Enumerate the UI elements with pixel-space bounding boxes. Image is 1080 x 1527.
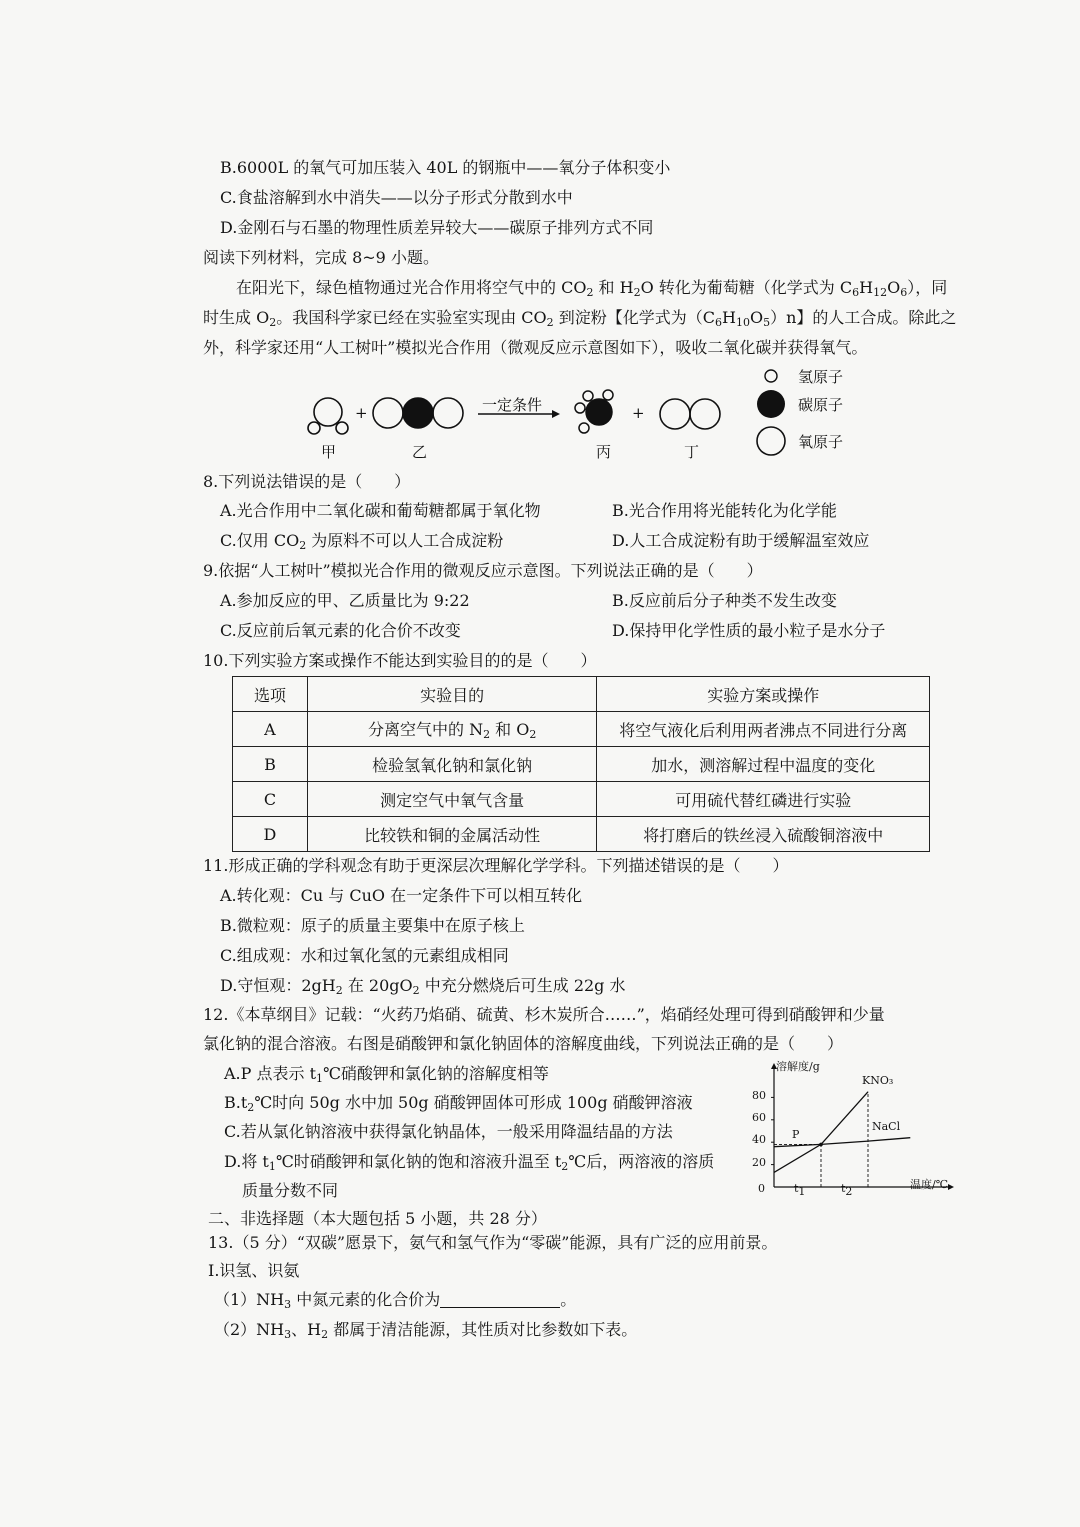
x-axis-label: 温度/℃ (910, 1178, 949, 1191)
q11-option-a: A.转化观：Cu 与 CuO 在一定条件下可以相互转化 (220, 886, 583, 905)
legend-oxygen-icon (757, 427, 785, 455)
point-p (819, 1143, 823, 1147)
solubility-chart (748, 1055, 958, 1205)
plus-sign-1: + (355, 404, 368, 422)
q13-part-1: I.识氢、识氨 (208, 1261, 300, 1280)
q10-table (232, 676, 930, 852)
q10-stem: 10.下列实验方案或操作不能达到实验目的的是（ ） (203, 651, 597, 670)
y-axis-label: 溶解度/g (776, 1060, 820, 1073)
legend-hydrogen-icon (765, 370, 777, 382)
kno3-label: KNO₃ (862, 1074, 894, 1087)
q12-stem-line-2: 氯化钠的混合溶液。右图是硝酸钾和氯化钠固体的溶解度曲线，下列说法正确的是（ ） (203, 1034, 844, 1053)
q12-option-b: $B.t_2℃$时向 50g 水中加 50g 硝酸钾固体可形成 100g 硝酸钾溶液 (224, 1093, 693, 1114)
label-ding: 丁 (684, 443, 700, 461)
x-tick-t1: t1 (794, 1182, 806, 1198)
header-goal: 实验目的 (307, 677, 597, 712)
material-line-3: 外，科学家还用“人工树叶”模拟光合作用（微观反应示意图如下），吸收二氧化碳并获得氧气。 (203, 338, 868, 357)
reaction-diagram (300, 362, 860, 462)
header-plan: 实验方案或操作 (597, 677, 930, 712)
q13-sub-1: $(1)NH_3$ 中氮元素的化合价为 。 (214, 1290, 577, 1311)
label-yi: 乙 (412, 443, 428, 461)
table-row: D 比较铁和铜的金属活动性 将打磨后的铁丝浸入硫酸铜溶液中 (233, 817, 930, 852)
q13-sub-2: $(2)NH_3$、$H_2$ 都属于清洁能源，其性质对比参数如下表。 (214, 1320, 638, 1341)
reaction-condition: 一定条件 (482, 396, 543, 414)
legend-carbon-icon (757, 390, 785, 418)
molecule-jia (308, 398, 348, 434)
nacl-label: NaCl (872, 1120, 901, 1133)
q12-stem-line-1: 12.《本草纲目》记载：“火药乃焰硝、硫黄、杉木炭所合……”，焰硝经处理可得到硝酸钾和少量 (203, 1005, 885, 1024)
plus-sign-2: + (632, 404, 645, 422)
y-tick-60: 60 (752, 1111, 766, 1124)
label-bing: 丙 (596, 443, 612, 461)
q8-option-b: B.光合作用将光能转化为化学能 (612, 501, 837, 520)
header-option: 选项 (233, 677, 308, 712)
q13-stem: 13.（5 分）“双碳”愿景下，氨气和氢气作为“零碳”能源，具有广泛的应用前景。 (208, 1233, 778, 1252)
q7-option-d: D.金刚石与石墨的物理性质差异较大——碳原子排列方式不同 (220, 218, 654, 237)
q12-option-c: C.若从氯化钠溶液中获得氯化钠晶体，一般采用降温结晶的方法 (224, 1122, 673, 1141)
q8-stem: 8.下列说法错误的是（ ） (203, 472, 411, 491)
q8-option-c: C.仅用 $CO_2$ 为原料不可以人工合成淀粉 (220, 531, 504, 552)
label-jia: 甲 (321, 443, 337, 461)
q11-option-c: C.组成观：水和过氧化氢的元素组成相同 (220, 946, 509, 965)
table-row: B 检验氢氧化钠和氯化钠 加水，测溶解过程中温度的变化 (233, 747, 930, 782)
q9-option-a: A.参加反应的甲、乙质量比为 9:22 (220, 591, 470, 610)
y-tick-80: 80 (752, 1089, 766, 1102)
molecule-bing (575, 390, 613, 433)
q9-option-c: C.反应前后氧元素的化合价不改变 (220, 621, 461, 640)
molecule-yi (373, 398, 463, 428)
q11-stem: 11.形成正确的学科观念有助于更深层次理解化学学科。下列描述错误的是（ ） (203, 856, 789, 875)
y-tick-40: 40 (752, 1133, 766, 1146)
molecule-ding (660, 399, 720, 429)
q8-option-d: D.人工合成淀粉有助于缓解温室效应 (612, 531, 870, 550)
reading-intro: 阅读下列材料，完成 8~9 小题。 (203, 248, 439, 267)
q9-option-b: B.反应前后分子种类不发生改变 (612, 591, 837, 610)
y-tick-20: 20 (752, 1156, 766, 1169)
q12-option-d-cont: 质量分数不同 (242, 1181, 339, 1200)
table-row: C 测定空气中氧气含量 可用硫代替红磷进行实验 (233, 782, 930, 817)
q11-option-d: D.守恒观：$2gH_2$ 在 $20gO_2$ 中充分燃烧后可生成 22g 水 (220, 976, 626, 997)
q8-option-a: A.光合作用中二氧化碳和葡萄糖都属于氧化物 (220, 501, 541, 520)
material-line-2: 时生成 $O_2$。我国科学家已经在实验室实现由 $CO_2$ 到淀粉【化学式为$(C_6H_{10}O_5)n$】的人工合成。除此之 (203, 308, 957, 329)
section-2-title: 二、非选择题（本大题包括 5 小题，共 28 分） (208, 1209, 547, 1228)
legend-oxygen: 氧原子 (798, 433, 844, 451)
q12-option-a: A.P 点表示 $t_1℃$硝酸钾和氯化钠的溶解度相等 (224, 1064, 549, 1085)
material-line-1: 在阳光下，绿色植物通过光合作用将空气中的 $CO_2$ 和 $H_2O$ 转化为葡萄糖（化学式为 $C_6H_{12}O_6$），同 (236, 278, 948, 299)
legend-hydrogen: 氢原子 (798, 368, 844, 386)
q9-stem: 9.依据“人工树叶”模拟光合作用的微观反应示意图。下列说法正确的是（ ） (203, 561, 763, 580)
q7-option-b: B.6000L 的氧气可加压装入 40L 的钢瓶中——氧分子体积变小 (220, 158, 671, 177)
x-axis-arrow (948, 1184, 954, 1190)
legend-carbon: 碳原子 (798, 396, 844, 414)
point-p-label: P (792, 1128, 800, 1141)
x-tick-t2: t2 (841, 1182, 853, 1198)
q7-option-c: C.食盐溶解到水中消失——以分子形式分散到水中 (220, 188, 573, 207)
table-header-row (233, 677, 930, 712)
table-row: A 分离空气中的 $N_2$ 和 $O_2$ 将空气液化后利用两者沸点不同进行分离 (233, 712, 930, 747)
q12-option-d: D.将 $t_1℃$时硝酸钾和氯化钠的饱和溶液升温至 $t_2℃$后，两溶液的溶质 (224, 1152, 715, 1173)
answer-blank[interactable] (440, 1291, 560, 1308)
origin-label: 0 (758, 1182, 765, 1195)
q9-option-d: D.保持甲化学性质的最小粒子是水分子 (612, 621, 886, 640)
q11-option-b: B.微粒观：原子的质量主要集中在原子核上 (220, 916, 525, 935)
